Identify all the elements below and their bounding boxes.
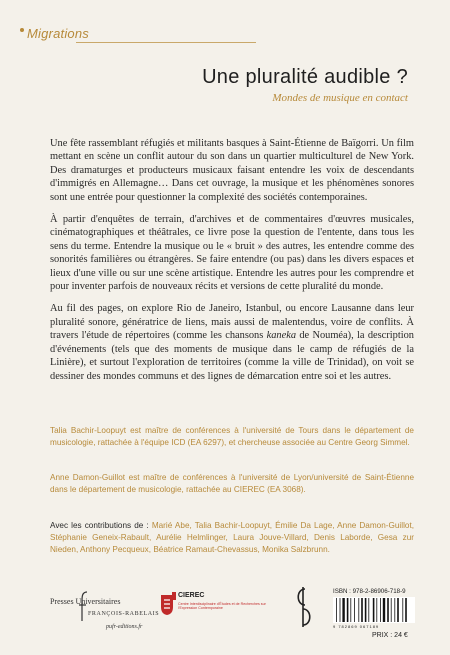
lab-name: CIEREC <box>178 592 205 599</box>
barcode-icon <box>333 597 415 623</box>
series-rule <box>76 42 256 43</box>
lab-logo <box>178 592 278 632</box>
blurb-paragraph-3 <box>50 302 414 382</box>
blurb-paragraph-1: Une fête rassemblant réfugiés et militants basques à Saint-Étienne de Baïgorri. Un film mettant en scène un conflit autour du son dans un quartier multiculturel de New York. Des dramaturges et producteurs musicaux faisant entendre les voix de descendants d'immigrés en Allemagne… Dans cet ouvrage, la musique et les phénomènes sonores sont une entrée pour questionner la complexité des sociétés contemporaines. <box>50 138 414 203</box>
isbn: ISBN : 978-2-86906-718-9 <box>333 588 406 595</box>
contributors <box>50 520 414 556</box>
price: PRIX : 24 € <box>372 632 408 639</box>
blurb-paragraph-4-end: de Nouméa), la description d'événements (tels que des moments de musique dans le camp de réfugiés de la Linière), et surtout l'exploration de territoires (comme la ville de Trinidad), on voit se dessiner des mondes communs et des lignes de démarcation entre soi et les autres. <box>50 330 415 382</box>
author-bio-2: Anne Damon-Guillot est maître de conférences à l'université de Lyon/université de Saint-Étienne dans le département de musicologie, rattachée au CIEREC (EA 3068). <box>50 473 414 494</box>
blurb-paragraph-2: À partir d'enquêtes de terrain, d'archives et de commentaires d'œuvres musicales, cinématographiques et théâtrales, ce livre pose la question de l'entente, dans tous les sens du terme. Entendre la musique ou le « bruit » des autres, les entendre comme des sonorités familières ou étrangères. Se faire entendre (ou pas) dans les divers espaces et lieux d'une ville ou sur une scène artistique. Entendre les autres pour les comprendre et pour inventer parfois de nouveaux récits et versions de cette pluralité du monde. <box>50 214 414 293</box>
blurb-italic-term: kaneka <box>266 330 297 342</box>
publisher-name-line2: FRANÇOIS-RABELAIS <box>88 611 160 617</box>
blurb-paragraph-3-text: Au fil des pages, on explore Rio de Janeiro, Istanbul, ou encore Lausanne dans leur pluralité sonore, génératrice de liens, mais aussi de malentendus, voire de conflits. <box>50 303 414 328</box>
blurb-paragraph-4-start: À travers l'étude de répertoires (comme les chansons <box>50 316 414 342</box>
book-title: Une pluralité audible ? <box>202 66 408 88</box>
publisher-name-line1: Presses Universitaires <box>50 597 121 606</box>
series-logo <box>20 26 89 41</box>
contributors-names: Marié Abe, Talia Bachir-Loopuyt, Émilie Da Lage, Anne Damon-Guillot, Stéphanie Geneix-Rabault, Aurélie Helmlinger, Laura Jouve-Villard, Denis Laborde, Gesa zur Nieden, Anthony Pecqueux, Béatrice Ramaut-Chevassus, Monika Salzbrunn. <box>50 521 414 554</box>
author-bio-1: Talia Bachir-Loopuyt est maître de conférences à l'université de Tours dans le département de musicologie, rattachée à l'équipe ICD (EA 6297), et chercheuse associée au Centre Georg Simmel. <box>50 426 414 447</box>
publisher-website: pufr-editions.fr <box>106 624 143 630</box>
contributors-lead: Avec les contributions de : <box>50 521 152 530</box>
series-name: Migrations <box>27 26 89 41</box>
publisher-f-icon <box>76 591 90 623</box>
lab-mark-icon <box>172 592 176 600</box>
monogram-logo-icon <box>292 585 314 629</box>
publisher-logo <box>50 591 160 631</box>
barcode-number: 9 782869 067189 <box>333 624 380 629</box>
blurb <box>50 137 414 383</box>
book-subtitle: Mondes de musique en contact <box>272 92 408 104</box>
series-logo-dot <box>20 28 24 32</box>
lab-full-name: Centre Interdisciplinaire d'Études et de Recherches sur l'Expression Contemporaine <box>178 602 266 611</box>
